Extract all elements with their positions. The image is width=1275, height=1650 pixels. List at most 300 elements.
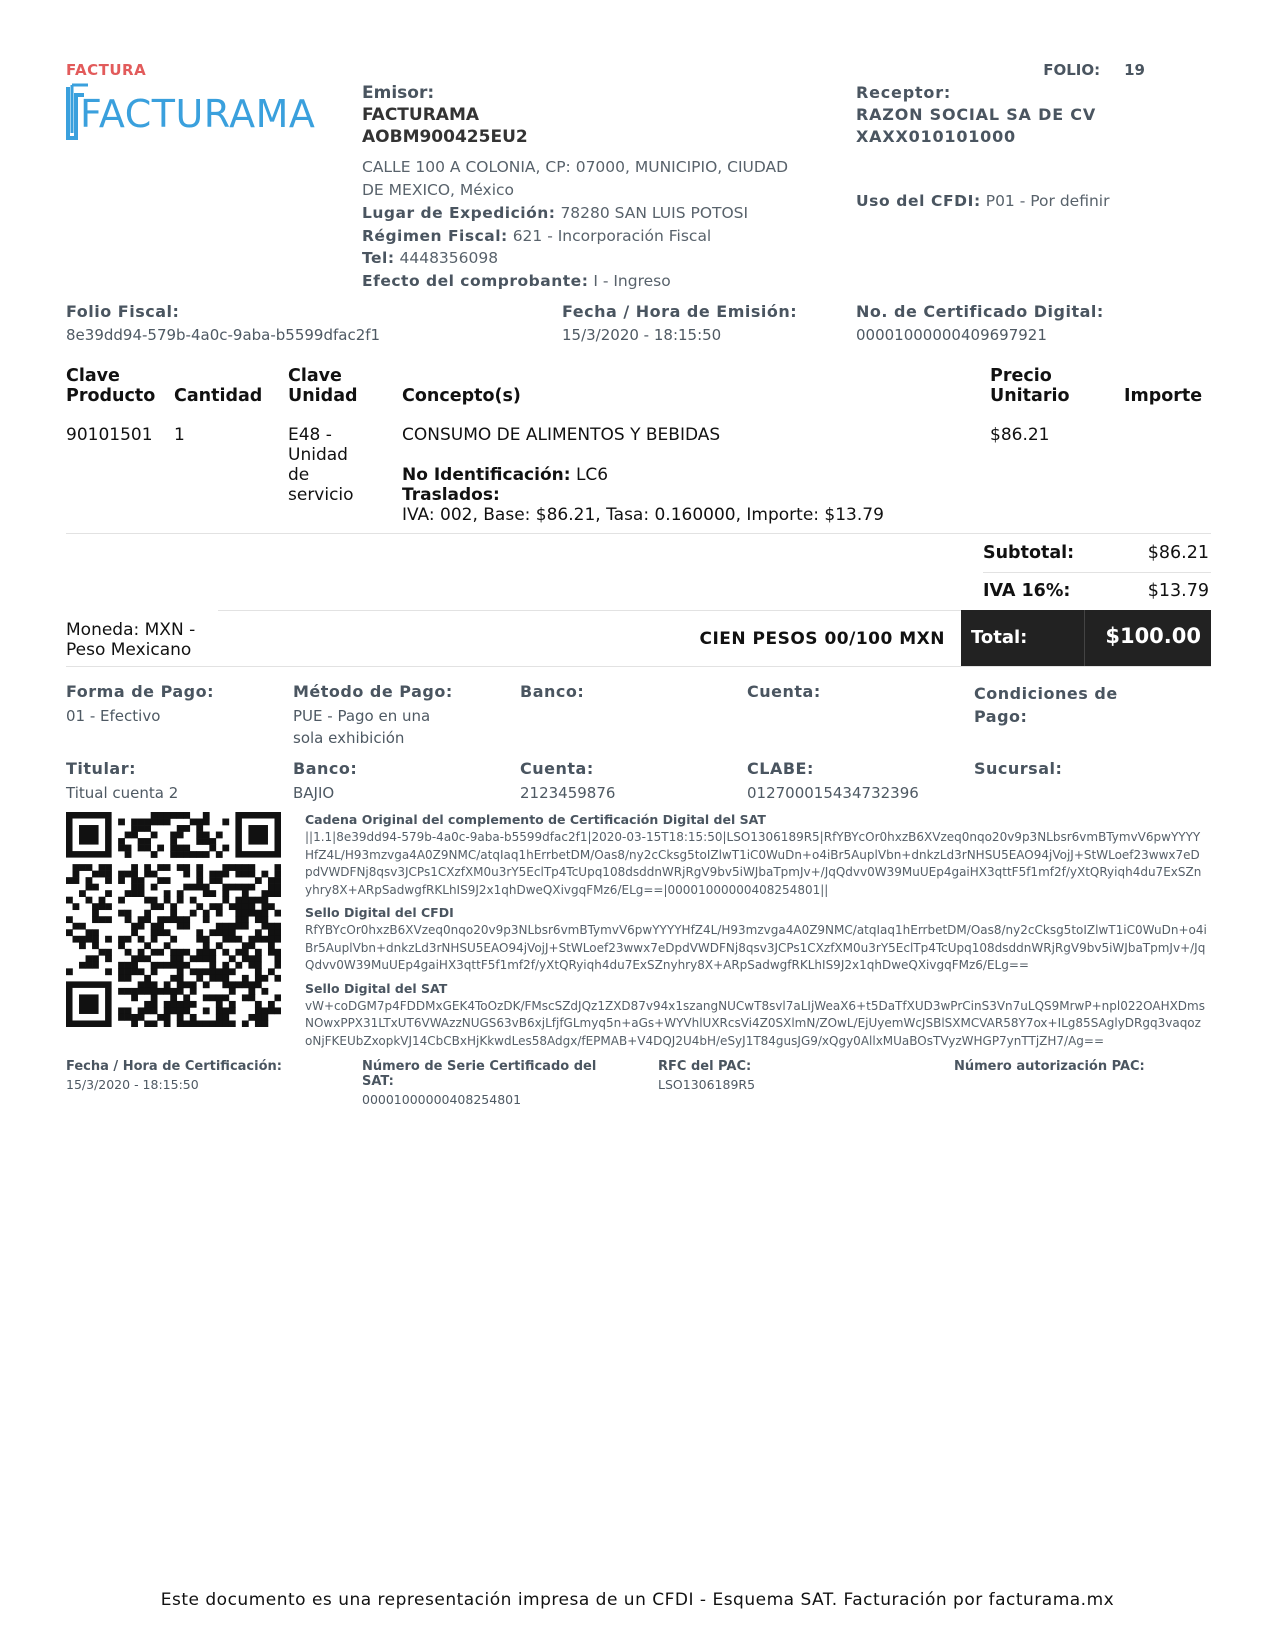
folio-label: FOLIO:: [1043, 61, 1101, 79]
rfc-pac: [658, 1059, 755, 1092]
qr-module: [274, 877, 281, 884]
qr-module: [203, 942, 210, 949]
qr-module: [268, 877, 275, 884]
qr-module: [138, 1014, 145, 1021]
qr-module: [105, 968, 112, 975]
qr-module: [151, 962, 158, 969]
qr-module: [222, 845, 229, 852]
moneda: [66, 620, 195, 660]
qr-module: [235, 962, 242, 969]
qr-module: [203, 949, 210, 956]
qr-module: [138, 877, 145, 884]
qr-module: [177, 962, 184, 969]
subtotal-label: Subtotal:: [983, 543, 1075, 563]
iva-label: IVA 16%:: [983, 581, 1071, 601]
qr-module: [125, 988, 132, 995]
qr-module: [92, 916, 99, 923]
forma-pago-label: Forma de Pago:: [66, 682, 215, 701]
qr-module: [151, 929, 158, 936]
qr-module: [177, 890, 184, 897]
qr-module: [216, 877, 223, 884]
row-unidad-line3: servicio: [288, 485, 354, 505]
banco: [520, 682, 584, 701]
qr-module: [151, 903, 158, 910]
qr-module: [170, 988, 177, 995]
qr-module: [203, 1020, 210, 1027]
row-concepto: [402, 425, 962, 525]
qr-module: [274, 923, 281, 930]
qr-module: [144, 975, 151, 982]
qr-module: [131, 994, 138, 1001]
qr-module: [216, 832, 223, 839]
qr-module: [242, 916, 249, 923]
qr-module: [203, 838, 210, 845]
folio-fiscal-label: Folio Fiscal:: [66, 302, 180, 321]
qr-module: [86, 955, 93, 962]
qr-module: [105, 903, 112, 910]
qr-module: [144, 955, 151, 962]
qr-module: [151, 812, 158, 819]
qr-module: [229, 988, 236, 995]
qr-module: [66, 968, 73, 975]
metodo-pago-value-line1: PUE - Pago en una: [293, 707, 431, 725]
condiciones-label-line2: Pago:: [974, 707, 1028, 726]
qr-module: [203, 890, 210, 897]
qr-module: [274, 1007, 281, 1014]
qr-module: [157, 819, 164, 826]
qr-module: [242, 903, 249, 910]
qr-module: [79, 942, 86, 949]
qr-module: [79, 890, 86, 897]
qr-module: [151, 968, 158, 975]
qr-module: [229, 936, 236, 943]
serie-label-line1: Número de Serie Certificado del: [362, 1059, 597, 1074]
qr-module: [268, 923, 275, 930]
qr-module: [138, 819, 145, 826]
col-clave-producto-line2: Producto: [66, 386, 156, 406]
qr-module: [183, 923, 190, 930]
subtotal-value: $86.21: [1147, 543, 1209, 563]
qr-module: [261, 903, 268, 910]
qr-module: [66, 916, 73, 923]
qr-module: [157, 877, 164, 884]
qr-module: [235, 910, 242, 917]
qr-module: [92, 871, 99, 878]
serie-certificado-sat: [362, 1059, 622, 1107]
qr-module: [118, 910, 125, 917]
qr-module: [268, 949, 275, 956]
qr-module: [131, 923, 138, 930]
qr-module: [177, 923, 184, 930]
qr-module: [274, 890, 281, 897]
qr-module: [144, 942, 151, 949]
qr-module: [138, 884, 145, 891]
qr-module: [86, 897, 93, 904]
qr-module: [105, 936, 112, 943]
qr-module: [164, 981, 171, 988]
totals-bottom-divider: [66, 666, 1211, 667]
qr-module: [125, 936, 132, 943]
qr-finder-inner: [248, 825, 268, 845]
qr-module: [255, 929, 262, 936]
qr-module: [190, 910, 197, 917]
qr-module: [92, 929, 99, 936]
qr-module: [261, 871, 268, 878]
qr-module: [99, 916, 106, 923]
titular-value: Titual cuenta 2: [66, 784, 179, 802]
cadena-original-value: ||1.1|8e39dd94-579b-4a0c-9aba-b5599dfac2f1|2020-03-15T18:15:50|LSO1306189R5|RfYBYcOr0hxzB6XVzeq0nqo20v9p3NLbsr6vmBTymvV6pwYYYYHfZ4L/H93mzvga4A0Z9NMC/atqIaq1hErrbetDM/Oas8/ny2cCksg5toIZlwT1iC0WuDn+o4iBr5AuplVbn+dnkzLd3rNHSU5EAO94jVojJ+StWLoef23wwx7eDpdVWDFNj8qsv3JCPs1CXzfXM0u3rY5EclTp4TcUpq108dsddnWRjRgV9bv5iWJbaTpmJv+/JqQdvv0W39MuUEp4gaiHX3qttF5f1mf2f/yXtQRyiqh4du7ExSZnyhry8X+ARpSadwgfRKLhIS9J2x1qhDweQXivgqFMz6/ELg==|00001000000408254801||: [305, 830, 1202, 897]
qr-module: [203, 884, 210, 891]
qr-module: [203, 981, 210, 988]
qr-module: [209, 903, 216, 910]
qr-module: [196, 929, 203, 936]
qr-module: [151, 819, 158, 826]
qr-module: [203, 1007, 210, 1014]
qr-module: [131, 819, 138, 826]
qr-module: [170, 812, 177, 819]
total-box: [961, 610, 1211, 666]
uso-cfdi: [856, 192, 1196, 210]
qr-module: [268, 903, 275, 910]
titular: [66, 759, 178, 804]
qr-module: [157, 949, 164, 956]
qr-module: [235, 949, 242, 956]
qr-module: [209, 955, 216, 962]
qr-module: [255, 949, 262, 956]
qr-module: [222, 929, 229, 936]
forma-pago: [66, 682, 214, 727]
qr-module: [144, 871, 151, 878]
cuenta2-value: 2123459876: [520, 784, 616, 802]
qr-module: [216, 1020, 223, 1027]
qr-module: [170, 962, 177, 969]
qr-module: [255, 897, 262, 904]
no-id-label: No Identificación:: [402, 465, 571, 485]
col-clave-producto: [66, 366, 155, 406]
qr-module: [118, 975, 125, 982]
qr-module: [118, 1014, 125, 1021]
qr-module: [131, 825, 138, 832]
qr-module: [125, 1007, 132, 1014]
qr-module: [248, 1014, 255, 1021]
sello-sat-label: Sello Digital del SAT: [305, 980, 448, 996]
qr-code: [66, 812, 281, 1027]
qr-module: [125, 910, 132, 917]
qr-module: [190, 897, 197, 904]
qr-module: [235, 936, 242, 943]
qr-module: [138, 923, 145, 930]
qr-module: [196, 955, 203, 962]
qr-module: [203, 832, 210, 839]
qr-module: [183, 1020, 190, 1027]
qr-module: [131, 1014, 138, 1021]
qr-module: [138, 955, 145, 962]
qr-module: [92, 942, 99, 949]
qr-module: [177, 916, 184, 923]
qr-module: [255, 1001, 262, 1008]
clabe-label: CLABE:: [747, 759, 814, 778]
col-clave-unidad-line1: Clave: [288, 366, 342, 386]
col-precio-line2: Unitario: [990, 386, 1070, 406]
qr-module: [99, 949, 106, 956]
qr-module: [203, 851, 210, 858]
subtotal-divider: [983, 572, 1211, 573]
cuenta2-label: Cuenta:: [520, 759, 594, 778]
qr-module: [229, 1001, 236, 1008]
qr-module: [216, 871, 223, 878]
qr-module: [164, 890, 171, 897]
importe-con-letra: CIEN PESOS 00/100 MXN: [699, 629, 945, 649]
qr-module: [222, 962, 229, 969]
tel-value: 4448356098: [399, 249, 499, 267]
qr-module: [99, 864, 106, 871]
receptor-label: Receptor:: [856, 83, 952, 102]
qr-module: [170, 845, 177, 852]
traslados-value: IVA: 002, Base: $86.21, Tasa: 0.160000, Importe: $13.79: [402, 505, 884, 525]
qr-module: [209, 994, 216, 1001]
qr-module: [183, 962, 190, 969]
qr-module: [144, 916, 151, 923]
qr-module: [216, 1001, 223, 1008]
qr-module: [177, 845, 184, 852]
qr-module: [196, 871, 203, 878]
clabe: [747, 759, 919, 804]
qr-module: [118, 988, 125, 995]
qr-module: [79, 936, 86, 943]
moneda-line2: Peso Mexicano: [66, 640, 192, 660]
qr-module: [203, 910, 210, 917]
qr-module: [183, 845, 190, 852]
qr-module: [164, 897, 171, 904]
qr-module: [177, 968, 184, 975]
qr-module: [261, 923, 268, 930]
qr-module: [255, 1020, 262, 1027]
qr-module: [242, 975, 249, 982]
qr-module: [274, 962, 281, 969]
qr-module: [144, 910, 151, 917]
qr-module: [222, 968, 229, 975]
qr-module: [222, 923, 229, 930]
qr-module: [170, 1001, 177, 1008]
qr-module: [274, 864, 281, 871]
qr-module: [248, 936, 255, 943]
no-id-value: LC6: [575, 465, 609, 485]
qr-module: [196, 832, 203, 839]
footer-note: Este documento es una representación impresa de un CFDI - Esquema SAT. Facturación por facturama.mx: [160, 1590, 1115, 1610]
qr-module: [274, 871, 281, 878]
row-cantidad: 1: [174, 425, 185, 445]
qr-module: [151, 1001, 158, 1008]
qr-module: [131, 832, 138, 839]
qr-module: [177, 981, 184, 988]
qr-module: [66, 877, 73, 884]
qr-module: [235, 981, 242, 988]
qr-module: [177, 832, 184, 839]
col-precio-unitario: [990, 366, 1070, 406]
qr-module: [229, 1020, 236, 1027]
qr-module: [268, 929, 275, 936]
emisor-rfc: AOBM900425EU2: [362, 127, 528, 147]
col-precio-line1: Precio: [990, 366, 1052, 386]
banco2-label: Banco:: [293, 759, 358, 778]
qr-module: [209, 975, 216, 982]
qr-module: [242, 981, 249, 988]
qr-finder-inner: [79, 994, 99, 1014]
tel-label: Tel:: [362, 249, 395, 267]
certificado-label: No. de Certificado Digital:: [856, 302, 1104, 321]
col-clave-producto-line1: Clave: [66, 366, 120, 386]
qr-module: [183, 864, 190, 871]
certificado-value: 00001000000409697921: [856, 326, 1047, 344]
qr-module: [242, 949, 249, 956]
qr-module: [216, 1007, 223, 1014]
qr-module: [92, 962, 99, 969]
cuenta-2: [520, 759, 615, 804]
qr-module: [222, 890, 229, 897]
qr-module: [248, 897, 255, 904]
qr-module: [177, 812, 184, 819]
qr-module: [131, 968, 138, 975]
qr-module: [105, 877, 112, 884]
qr-module: [190, 1020, 197, 1027]
regimen-fiscal: [362, 225, 802, 248]
sucursal: [974, 759, 1062, 778]
qr-module: [138, 968, 145, 975]
lugar-label: Lugar de Expedición:: [362, 204, 556, 222]
fecha-certificacion-value: 15/3/2020 - 18:15:50: [66, 1077, 199, 1092]
qr-module: [151, 981, 158, 988]
fecha-emision: [562, 302, 797, 344]
qr-module: [170, 916, 177, 923]
col-clave-unidad-line2: Unidad: [288, 386, 358, 406]
qr-module: [261, 975, 268, 982]
qr-module: [118, 819, 125, 826]
qr-module: [209, 1020, 216, 1027]
qr-module: [105, 916, 112, 923]
qr-module: [177, 864, 184, 871]
qr-module: [209, 871, 216, 878]
qr-module: [138, 936, 145, 943]
qr-module: [248, 988, 255, 995]
qr-module: [138, 890, 145, 897]
qr-module: [255, 910, 262, 917]
lugar-value: 78280 SAN LUIS POTOSI: [560, 204, 749, 222]
qr-module: [151, 851, 158, 858]
qr-module: [118, 838, 125, 845]
qr-module: [190, 981, 197, 988]
qr-module: [92, 903, 99, 910]
qr-module: [190, 1014, 197, 1021]
qr-module: [203, 812, 210, 819]
qr-module: [105, 890, 112, 897]
qr-module: [183, 981, 190, 988]
qr-module: [151, 988, 158, 995]
qr-module: [255, 968, 262, 975]
qr-module: [105, 871, 112, 878]
qr-module: [151, 1007, 158, 1014]
qr-module: [164, 929, 171, 936]
qr-module: [99, 897, 106, 904]
qr-module: [203, 994, 210, 1001]
qr-module: [216, 923, 223, 930]
banco-2: [293, 759, 357, 804]
qr-module: [255, 962, 262, 969]
qr-module: [196, 975, 203, 982]
autorizacion-pac: [954, 1059, 1145, 1074]
qr-module: [170, 1007, 177, 1014]
qr-module: [157, 929, 164, 936]
qr-module: [196, 949, 203, 956]
sello-cfdi-value: RfYBYcOr0hxzB6XVzeq0nqo20v9p3NLbsr6vmBTymvV6pwYYYYHfZ4L/H93mzvga4A0Z9NMC/atqIaq1hErrbetDM/Oas8/ny2cCksg5toIZlwT1iC0WuDn+o4iBr5AuplVbn+dnkzLd3rNHSU5EAO94jVojJ+StWLoef23wwx7eDpdVWDFNj8qsv3JCPs1CXzfXM0u3rY5EclTp4TcUpq108dsddnWRjRgV9bv5iWJbaTpmJv+/JqQdvv0W39MuUEp4gaiHX3qttF5f1mf2f/yXtQRyiqh4du7ExSZnyhry8X+ARpSadwgfRKLhIS9J2x1qhDweQXivgqFMz6/ELg==: [305, 923, 1207, 972]
qr-module: [138, 1007, 145, 1014]
qr-module: [144, 819, 151, 826]
qr-module: [73, 871, 80, 878]
qr-module: [164, 988, 171, 995]
qr-module: [216, 942, 223, 949]
qr-module: [242, 923, 249, 930]
qr-module: [170, 955, 177, 962]
qr-module: [125, 962, 132, 969]
qr-module: [92, 936, 99, 943]
qr-module: [131, 955, 138, 962]
traslados-label: Traslados:: [402, 485, 500, 505]
facturama-logo: [66, 83, 318, 141]
qr-module: [274, 929, 281, 936]
qr-module: [151, 949, 158, 956]
qr-module: [125, 845, 132, 852]
qr-module: [151, 923, 158, 930]
qr-module: [196, 838, 203, 845]
banco2-value: BAJIO: [293, 784, 335, 802]
sello-cfdi-label: Sello Digital del CFDI: [305, 905, 454, 920]
qr-module: [118, 962, 125, 969]
qr-module: [177, 988, 184, 995]
qr-module: [190, 851, 197, 858]
qr-module: [196, 864, 203, 871]
qr-module: [86, 864, 93, 871]
qr-module: [235, 923, 242, 930]
qr-module: [86, 884, 93, 891]
qr-module: [190, 955, 197, 962]
receptor-block: [856, 82, 1196, 210]
table-divider: [66, 533, 1211, 534]
qr-module: [118, 845, 125, 852]
qr-module: [118, 1007, 125, 1014]
emisor-block: [362, 82, 802, 292]
row-concepto-text: CONSUMO DE ALIMENTOS Y BEBIDAS: [402, 425, 721, 445]
qr-module: [261, 890, 268, 897]
qr-module: [86, 929, 93, 936]
qr-module: [144, 1007, 151, 1014]
qr-module: [190, 884, 197, 891]
qr-module: [105, 955, 112, 962]
metodo-pago: [293, 682, 453, 749]
qr-module: [131, 1020, 138, 1027]
qr-module: [196, 819, 203, 826]
qr-module: [131, 929, 138, 936]
qr-module: [222, 1014, 229, 1021]
qr-module: [125, 851, 132, 858]
qr-module: [196, 825, 203, 832]
qr-module: [170, 851, 177, 858]
qr-module: [177, 975, 184, 982]
qr-module: [268, 1001, 275, 1008]
qr-module: [222, 994, 229, 1001]
qr-module: [268, 968, 275, 975]
telefono: [362, 247, 802, 270]
qr-module: [183, 949, 190, 956]
qr-module: [196, 936, 203, 943]
